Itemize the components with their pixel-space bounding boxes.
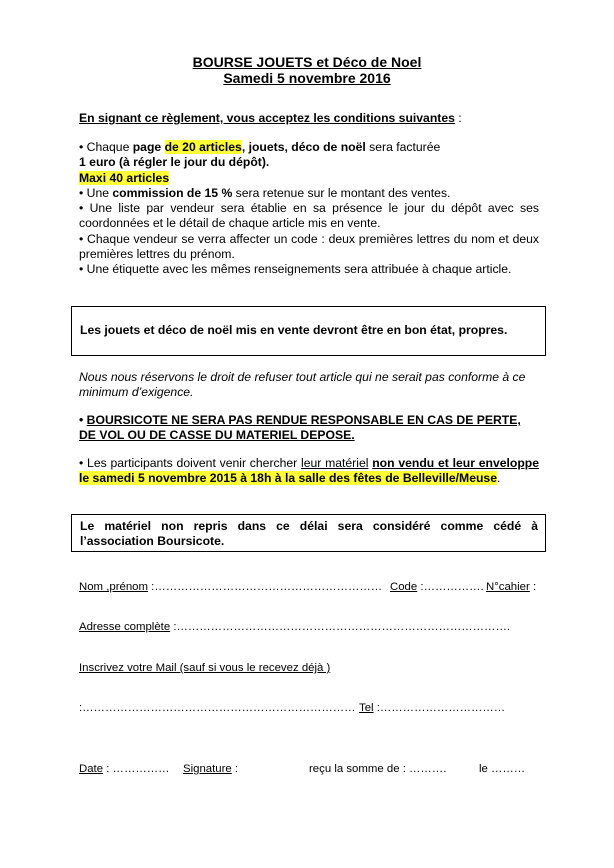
- rule-2-bold: commission de 15 %: [112, 185, 233, 200]
- date-label: Date: [79, 763, 104, 775]
- rule-1-highlight: de 20 articles: [164, 140, 242, 154]
- mail-label-line: [79, 661, 330, 675]
- rule-1-price: 1 euro (à régler le jour du dépôt).: [79, 155, 270, 170]
- received-field[interactable]: [309, 762, 446, 776]
- intro-text: En signant ce règlement, vous acceptez les conditions suivantes: [79, 111, 455, 125]
- address-field[interactable]: [79, 620, 510, 634]
- notice-box-text: Le matériel non repris dans ce délai sera considéré comme cédé à l’association Boursicote.: [80, 519, 538, 549]
- rule-4: • Chaque vendeur se verra affecter un code : deux premières lettres du nom et deux premières lettres du prénom.: [79, 231, 539, 262]
- tel-dots: :……………………………: [373, 702, 506, 714]
- pickup-suffix: .: [497, 471, 501, 486]
- rule-1-prefix: • Chaque: [79, 140, 133, 154]
- signature-dots: :: [231, 763, 239, 775]
- tel-label: Tel: [359, 702, 374, 714]
- signature-label: Signature: [183, 763, 232, 775]
- mail-field[interactable]: [79, 701, 356, 715]
- pickup-prefix: • Les participants doivent venir chercher: [79, 456, 301, 470]
- liability-statement: BOURSICOTE NE SERA PAS RENDUE RESPONSABLE EN CAS DE PERTE, DE VOL OU DE CASSE DU MATERIEL DEPOSE.: [79, 413, 521, 443]
- received-date-text: le ………: [479, 763, 526, 775]
- cahier-label: N°cahier: [486, 581, 530, 593]
- cahier-dots: :: [529, 581, 537, 593]
- rule-1: [79, 140, 539, 155]
- received-date-field[interactable]: [479, 762, 525, 776]
- date-field[interactable]: [79, 762, 170, 776]
- title-line-2: Samedi 5 novembre 2016: [223, 70, 391, 86]
- mail-dots: :………………………………………………………………: [79, 702, 356, 714]
- rule-1-bold: page: [132, 140, 165, 154]
- cahier-field[interactable]: [486, 580, 536, 594]
- reserve-text: Nous nous réservons le droit de refuser tout article qui ne serait pas conforme à ce minimum d’exigence.: [79, 370, 526, 400]
- rule-1-bold-2: , jouets, déco de noël: [241, 140, 366, 154]
- rule-5: • Une étiquette avec les mêmes renseignements sera attribuée à chaque article.: [79, 262, 512, 277]
- name-field[interactable]: [79, 580, 382, 594]
- code-dots: :…………….: [417, 581, 484, 593]
- received-text: reçu la somme de : ……….: [309, 763, 447, 775]
- rule-3: • Une liste par vendeur sera établie en sa présence le jour du dépôt avec ses coordonnées et le détail de chaque article mis en vente.: [79, 201, 539, 231]
- tel-field[interactable]: [359, 701, 505, 715]
- code-field[interactable]: [390, 580, 484, 594]
- liability-text: [79, 413, 539, 444]
- title-line-1: BOURSE JOUETS et Déco de Noel: [192, 54, 422, 70]
- maxi-line: [79, 171, 539, 186]
- rule-1-suffix: sera facturée: [365, 140, 441, 154]
- intro-line: [79, 111, 539, 126]
- name-dots: :……………………………………………………: [148, 581, 383, 593]
- signature-field[interactable]: [183, 762, 238, 776]
- pickup-text: [79, 456, 539, 487]
- liability-bullet: •: [79, 413, 87, 427]
- code-label: Code: [390, 581, 418, 593]
- intro-colon: :: [454, 111, 462, 125]
- rule-2: [79, 186, 539, 201]
- pickup-underlined: leur matériel: [301, 456, 369, 470]
- maxi-articles: Maxi 40 articles: [79, 170, 170, 185]
- pickup-highlight: le samedi 5 novembre 2015 à 18h à la salle des fêtes de Belleville/Meuse: [79, 471, 497, 486]
- date-dots: : ……………: [103, 763, 170, 775]
- condition-box-text: Les jouets et déco de noël mis en vente devront être en bon état, propres.: [80, 323, 508, 337]
- pickup-bold-underlined: non vendu et leur enveloppe: [372, 456, 540, 470]
- condition-box: [71, 306, 546, 356]
- rules-block: [79, 140, 539, 278]
- name-label: Nom ,prénom: [79, 581, 149, 593]
- address-dots: :…………………………………………………………………………….: [170, 621, 510, 633]
- mail-label: Inscrivez votre Mail (sauf si vous le recevez déjà ): [79, 662, 331, 674]
- notice-box: [71, 514, 546, 552]
- rule-2-suffix: sera retenue sur le montant des ventes.: [232, 185, 451, 200]
- address-label: Adresse complète: [79, 621, 171, 633]
- rule-2-prefix: • Une: [79, 185, 113, 200]
